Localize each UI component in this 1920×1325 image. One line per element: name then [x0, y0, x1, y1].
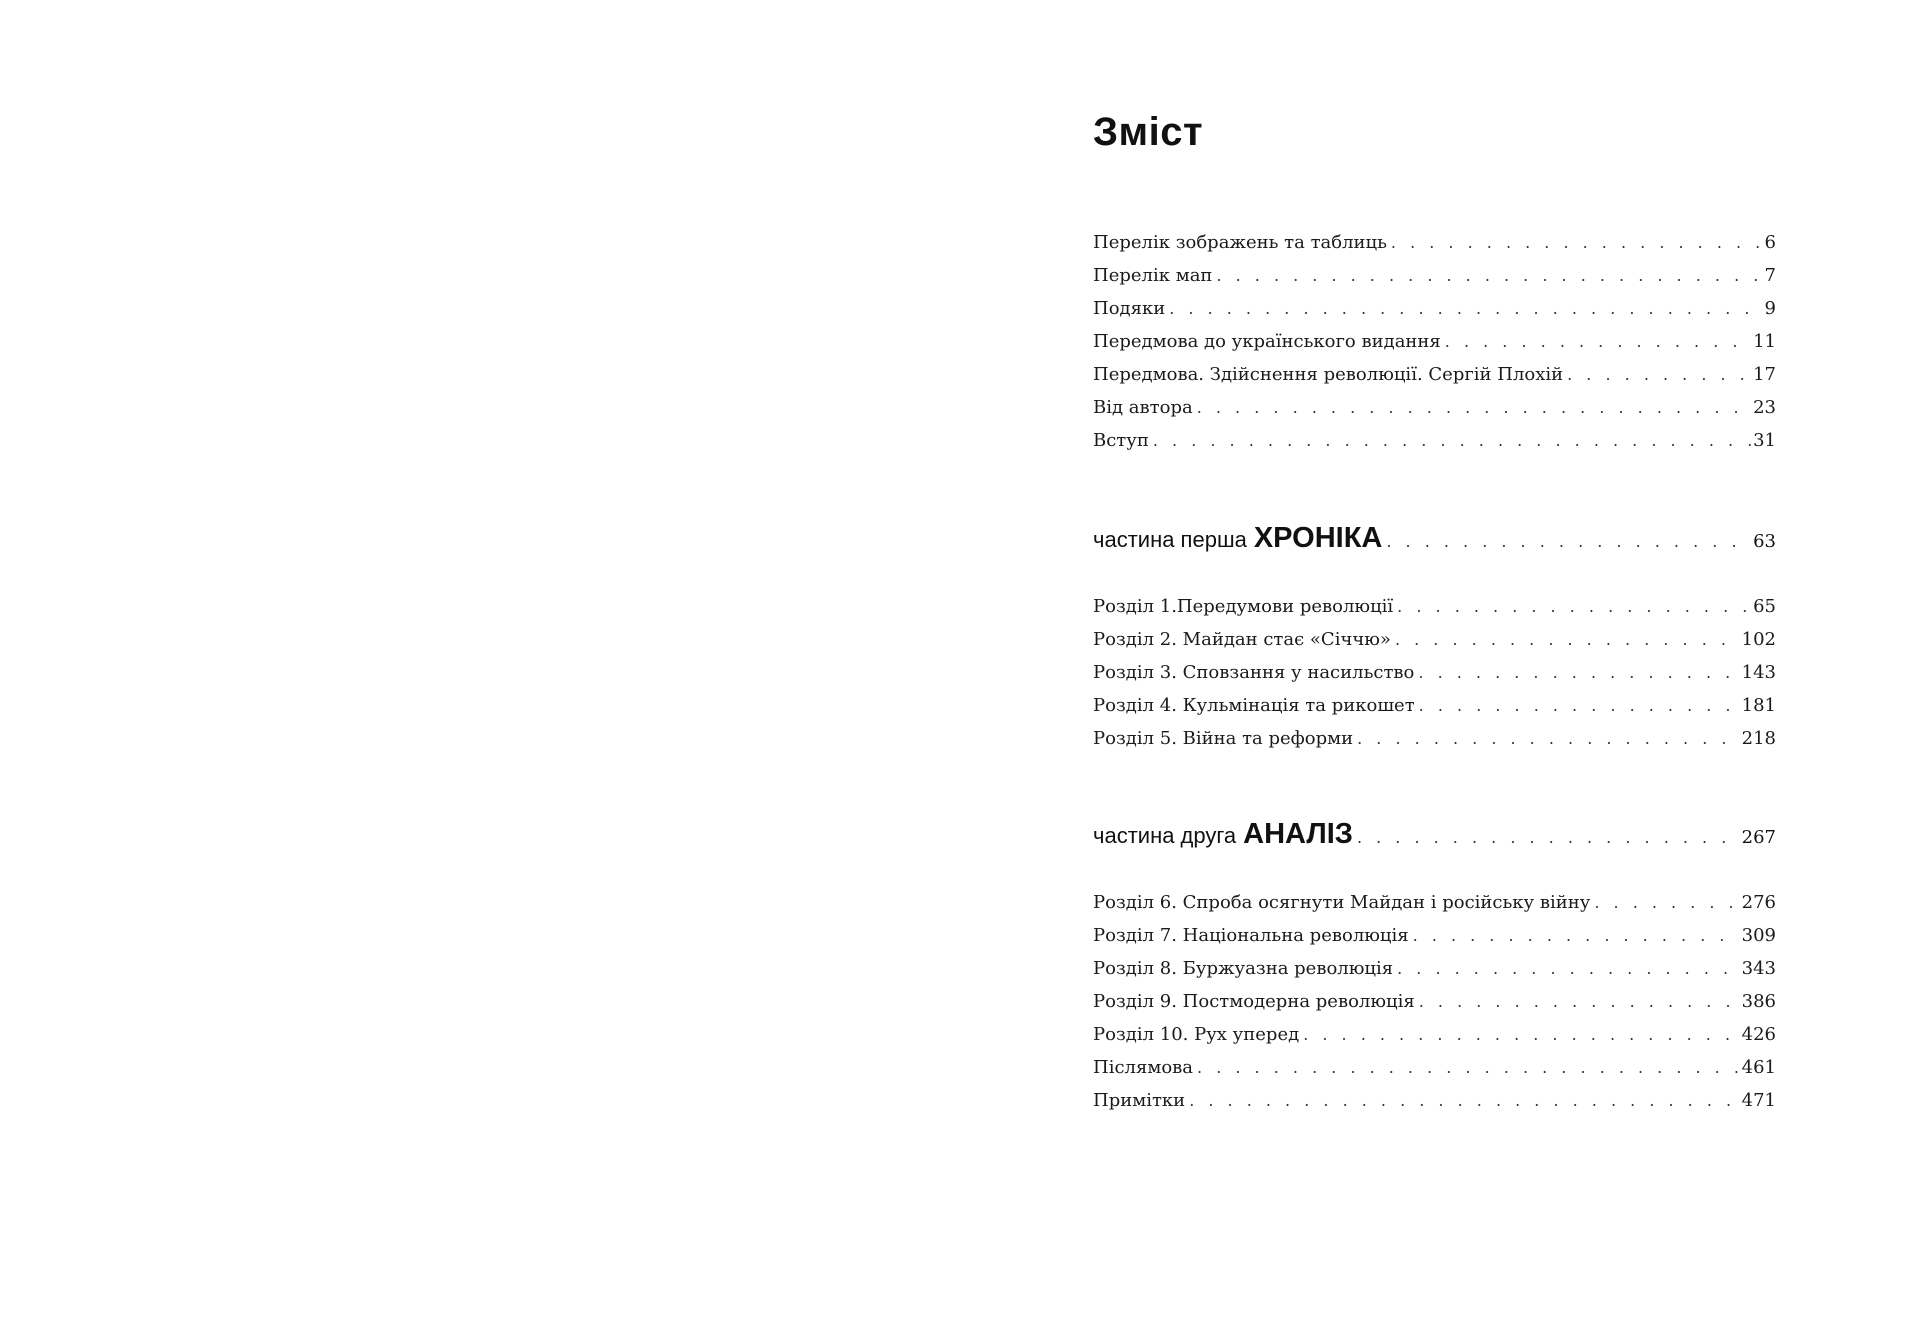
- part-page-number: 267: [1741, 827, 1776, 848]
- entry-page-number: 143: [1741, 662, 1776, 683]
- entry-label: Примітки: [1093, 1090, 1186, 1111]
- entry-label: Розділ 5. Війна та реформи: [1093, 728, 1354, 749]
- part-page-number: 63: [1753, 531, 1776, 552]
- toc-entry[interactable]: [1093, 397, 1776, 430]
- toc-entry[interactable]: [1093, 925, 1776, 958]
- dot-leader: [1418, 663, 1739, 682]
- toc-entry[interactable]: [1093, 430, 1776, 463]
- entry-page-number: 276: [1741, 892, 1776, 913]
- toc-entry[interactable]: [1093, 265, 1776, 298]
- dot-leader: [1419, 992, 1740, 1011]
- dot-leader: [1395, 630, 1740, 649]
- part-prefix: частина перша: [1093, 527, 1247, 552]
- dot-leader: [1197, 1058, 1740, 1077]
- entry-label: Розділ 3. Сповзання у насильство: [1093, 662, 1415, 683]
- entry-page-number: 218: [1741, 728, 1776, 749]
- dot-leader: [1419, 696, 1740, 715]
- entry-page-number: 17: [1753, 364, 1776, 385]
- dot-leader: [1445, 332, 1751, 351]
- entry-label: Розділ 8. Буржуазна революція: [1093, 958, 1394, 979]
- dot-leader: [1413, 926, 1740, 945]
- toc-entry[interactable]: [1093, 892, 1776, 925]
- dot-leader: [1391, 233, 1763, 252]
- entry-page-number: 6: [1764, 232, 1776, 253]
- toc-entry[interactable]: [1093, 1024, 1776, 1057]
- toc-entry[interactable]: [1093, 596, 1776, 629]
- entry-page-number: 461: [1741, 1057, 1776, 1078]
- entry-label: Перелік мап: [1093, 265, 1213, 286]
- part-prefix: частина друга: [1093, 823, 1237, 848]
- dot-leader: [1567, 365, 1751, 384]
- entry-label: Розділ 7. Національна революція: [1093, 925, 1409, 946]
- dot-leader: [1594, 893, 1739, 912]
- toc-entry[interactable]: [1093, 1057, 1776, 1090]
- part-two-chapters: [1093, 892, 1776, 1123]
- toc-entry[interactable]: [1093, 958, 1776, 991]
- entry-label: Передмова до українського видання: [1093, 331, 1441, 352]
- part-one-heading[interactable]: [1093, 522, 1776, 555]
- entry-page-number: 426: [1741, 1024, 1776, 1045]
- entry-page-number: 471: [1741, 1090, 1776, 1111]
- entry-label: Передмова. Здійснення революції. Сергій Плохій: [1093, 364, 1564, 385]
- entry-page-number: 9: [1764, 298, 1776, 319]
- toc-entry[interactable]: [1093, 728, 1776, 761]
- part-name: АНАЛІЗ: [1243, 818, 1353, 850]
- toc-entry[interactable]: [1093, 232, 1776, 265]
- dot-leader: [1216, 266, 1762, 285]
- dot-leader: [1189, 1091, 1739, 1110]
- entry-label: Вступ: [1093, 430, 1149, 451]
- dot-leader: [1197, 398, 1751, 417]
- entry-page-number: 102: [1741, 629, 1776, 650]
- entry-page-number: 7: [1764, 265, 1776, 286]
- entry-page-number: 11: [1753, 331, 1776, 352]
- dot-leader: [1386, 532, 1751, 551]
- entry-label: Післямова: [1093, 1057, 1194, 1078]
- dot-leader: [1169, 299, 1762, 318]
- toc-entry[interactable]: [1093, 331, 1776, 364]
- entry-label: Розділ 1.Передумови революції: [1093, 596, 1394, 617]
- entry-label: Розділ 9. Постмодерна революція: [1093, 991, 1415, 1012]
- entry-page-number: 181: [1741, 695, 1776, 716]
- part-name: ХРОНІКА: [1253, 522, 1383, 554]
- dot-leader: [1357, 828, 1740, 847]
- entry-page-number: 386: [1741, 991, 1776, 1012]
- toc-entry[interactable]: [1093, 298, 1776, 331]
- part-one-chapters: [1093, 596, 1776, 761]
- entry-page-number: 309: [1741, 925, 1776, 946]
- toc-entry[interactable]: [1093, 991, 1776, 1024]
- entry-label: Розділ 2. Майдан стає «Січчю»: [1093, 629, 1391, 650]
- front-matter-list: [1093, 232, 1776, 463]
- dot-leader: [1357, 729, 1740, 748]
- toc-entry[interactable]: [1093, 364, 1776, 397]
- entry-label: Перелік зображень та таблиць: [1093, 232, 1387, 253]
- part-two-heading[interactable]: [1093, 818, 1776, 851]
- dot-leader: [1397, 959, 1740, 978]
- entry-label: Розділ 6. Спроба осягнути Майдан і російську війну: [1093, 892, 1591, 913]
- entry-label: Розділ 4. Кульмінація та рикошет: [1093, 695, 1415, 716]
- entry-label: Розділ 10. Рух уперед: [1093, 1024, 1300, 1045]
- entry-page-number: 31: [1753, 430, 1776, 451]
- toc-entry[interactable]: [1093, 695, 1776, 728]
- toc-entry[interactable]: [1093, 1090, 1776, 1123]
- dot-leader: [1303, 1025, 1739, 1044]
- page-title: Зміст: [1093, 110, 1204, 154]
- entry-page-number: 343: [1741, 958, 1776, 979]
- toc-entry[interactable]: [1093, 662, 1776, 695]
- toc-entry[interactable]: [1093, 629, 1776, 662]
- entry-page-number: 65: [1753, 596, 1776, 617]
- entry-label: Подяки: [1093, 298, 1166, 319]
- dot-leader: [1153, 431, 1751, 450]
- dot-leader: [1397, 597, 1751, 616]
- entry-page-number: 23: [1753, 397, 1776, 418]
- entry-label: Від автора: [1093, 397, 1193, 418]
